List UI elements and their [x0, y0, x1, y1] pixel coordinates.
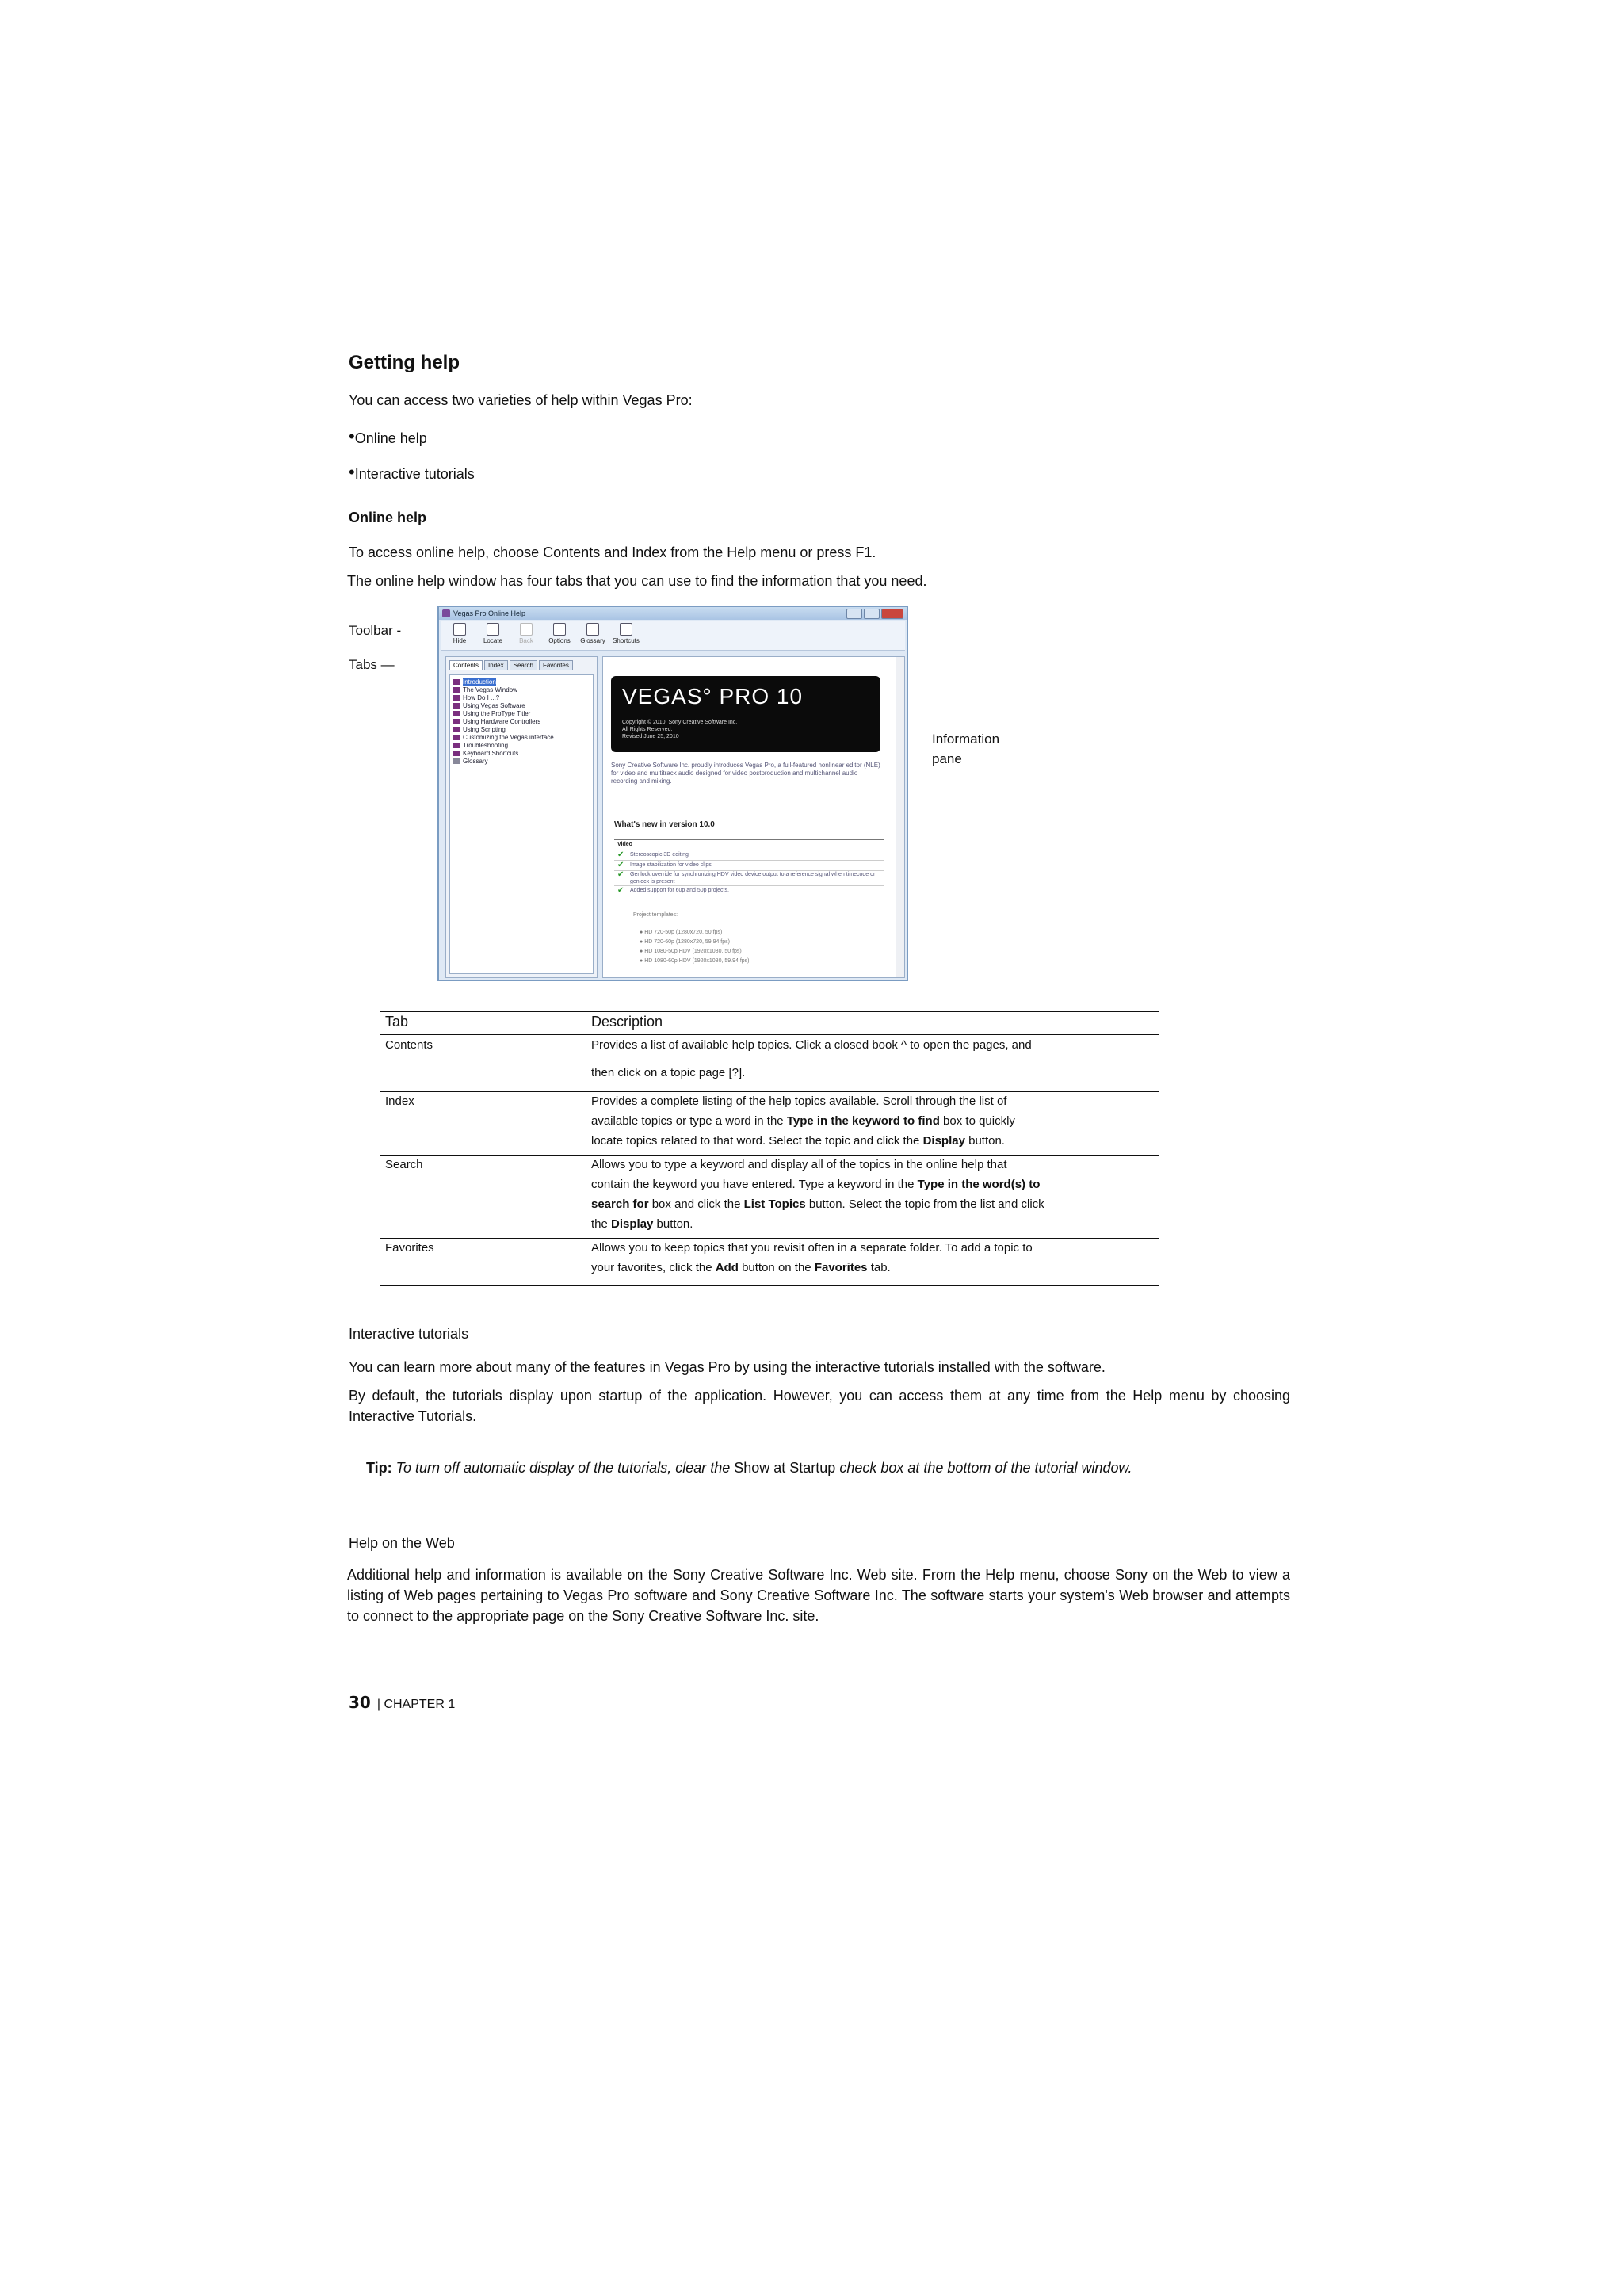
tip-label: Tip: — [366, 1460, 392, 1476]
glossary-icon — [586, 623, 599, 636]
tree-item[interactable]: Keyboard Shortcuts — [453, 750, 590, 758]
intro-paragraph: Sony Creative Software Inc. proudly introduces Vegas Pro, a full-featured nonlinear editor (NLE) for video and multitrack audio designed for video postproduction and multichannel audio recording and mixing. — [611, 762, 880, 785]
options-icon — [553, 623, 566, 636]
banner-copyright: Copyright © 2010, Sony Creative Software Inc. All Rights Reserved. Revised June 25, 2010 — [622, 720, 738, 739]
tree-item[interactable]: Troubleshooting — [453, 742, 590, 750]
book-icon — [453, 743, 460, 748]
window-controls — [846, 609, 903, 619]
product-banner — [611, 676, 880, 752]
check-icon: ✔ — [617, 870, 624, 879]
list-item: ● HD 720-50p (1280x720, 50 fps) — [640, 930, 723, 935]
web-paragraph: Additional help and information is available on the Sony Creative Software Inc. Web site. From the Help menu, choose Sony on the Web to view a listing of Web pages pertaining to Vegas Pro software and Sony Creative Software Inc. The software starts your system's Web browser and attempts to connect to the appropriate page on the Sony Creative Software Inc. site. — [347, 1567, 1290, 1624]
callout-pane: pane — [932, 751, 962, 766]
help-tabs — [449, 660, 573, 670]
online-help-paragraph-2: The online help window has four tabs that you can use to find the information that you need. — [347, 573, 927, 589]
banner-title: VEGAS° PRO 10 — [622, 684, 804, 709]
hide-button[interactable]: Hide — [444, 623, 475, 644]
tab-index[interactable]: Index — [484, 660, 508, 670]
feature-row: ✔ Genlock override for synchronizing HDV video device output to a reference signal when timecode or genlock is present — [614, 871, 884, 886]
check-icon: ✔ — [617, 861, 624, 869]
help-toolbar — [441, 621, 905, 651]
callout-information: Information — [932, 732, 1000, 747]
list-item: ● HD 720-60p (1280x720, 59.94 fps) — [640, 939, 730, 945]
window-titlebar — [439, 607, 907, 620]
feature-row: ✔ Stereoscopic 3D editing — [614, 850, 884, 861]
table-header-tab: Tab — [385, 1014, 409, 1030]
section-heading-online-help: Online help — [349, 510, 427, 525]
tree-item[interactable]: The Vegas Window — [453, 686, 590, 694]
close-icon[interactable] — [881, 609, 903, 619]
globe-icon — [620, 623, 632, 636]
section-heading-interactive-tutorials: Interactive tutorials — [349, 1326, 469, 1342]
tree-item[interactable]: Glossary — [453, 758, 590, 766]
list-item: ● HD 1080-60p HDV (1920x1080, 59.94 fps) — [640, 958, 750, 964]
window-title: Vegas Pro Online Help — [453, 609, 526, 617]
page-number: 30 — [349, 1693, 371, 1712]
book-icon — [453, 687, 460, 693]
table-cell-description: Provides a list of available help topics. Click a closed book ^ to open the pages, and then click on a topic page [?]. — [591, 1038, 1032, 1079]
features-table — [614, 839, 884, 896]
project-templates-label: Project templates: — [633, 912, 678, 918]
table-cell-tab: Index — [385, 1095, 414, 1108]
scrollbar[interactable] — [896, 657, 904, 977]
section-heading-help-on-web: Help on the Web — [349, 1535, 455, 1551]
page-title: Getting help — [349, 352, 460, 373]
page-icon — [453, 758, 460, 764]
tree-item[interactable]: Using the ProType Titler — [453, 710, 590, 718]
tutorials-paragraph-2: By default, the tutorials display upon startup of the application. However, you can access them at any time from the Help menu by choosing Interactive Tutorials. — [349, 1388, 1290, 1424]
maximize-icon[interactable] — [864, 609, 880, 619]
list-item: ● HD 1080-50p HDV (1920x1080, 50 fps) — [640, 949, 742, 954]
tutorials-paragraph-1: You can learn more about many of the features in Vegas Pro by using the interactive tutorials installed with the software. — [349, 1359, 1106, 1375]
intro-text: You can access two varieties of help within Vegas Pro: — [349, 392, 693, 408]
hide-icon — [453, 623, 466, 636]
app-icon — [442, 609, 450, 617]
table-rule — [380, 1285, 1159, 1286]
book-icon — [453, 727, 460, 732]
book-icon — [453, 679, 460, 685]
tab-search[interactable]: Search — [510, 660, 537, 670]
navigation-pane — [445, 656, 598, 978]
back-button[interactable]: Back — [510, 623, 542, 644]
table-cell-description: Allows you to type a keyword and display all of the topics in the online help that contain the keyword you have entered. Type a keyword in the Type in the word(s) to search for box and click the List Topics button. Select the topic from the list and click the Display button. — [591, 1158, 1044, 1231]
book-icon — [453, 751, 460, 756]
table-cell-tab: Contents — [385, 1038, 433, 1052]
online-help-paragraph-1: To access online help, choose Contents and Index from the Help menu or press F1. — [349, 544, 876, 560]
chapter-label: | CHAPTER 1 — [376, 1698, 456, 1711]
glossary-button[interactable]: Glossary — [577, 623, 609, 644]
whats-new-heading: What's new in version 10.0 — [614, 820, 715, 829]
minimize-icon[interactable] — [846, 609, 862, 619]
contents-tree — [449, 674, 594, 974]
templates-list — [640, 928, 750, 966]
book-icon — [453, 695, 460, 701]
options-button[interactable]: Options — [544, 623, 575, 644]
shortcuts-button[interactable]: Shortcuts — [610, 623, 642, 644]
tree-item[interactable]: Using Vegas Software — [453, 702, 590, 710]
bullet-interactive-tutorials: •Interactive tutorials — [349, 462, 475, 482]
table-cell-tab: Favorites — [385, 1241, 434, 1255]
online-help-window-screenshot — [437, 606, 908, 981]
check-icon: ✔ — [617, 886, 624, 895]
book-icon — [453, 711, 460, 716]
tree-item[interactable]: Customizing the Vegas interface — [453, 734, 590, 742]
bullet-online-help: •Online help — [349, 426, 427, 446]
check-icon: ✔ — [617, 850, 624, 859]
book-icon — [453, 719, 460, 724]
page-footer — [349, 1693, 455, 1712]
tree-item[interactable]: Introduction — [453, 678, 590, 686]
table-cell-tab: Search — [385, 1158, 423, 1171]
tree-item[interactable]: Using Scripting — [453, 726, 590, 734]
table-rule — [380, 1011, 1159, 1012]
book-icon — [453, 735, 460, 740]
table-header-description: Description — [591, 1014, 663, 1030]
locate-icon — [487, 623, 499, 636]
feature-row: ✔ Added support for 60p and 50p projects. — [614, 886, 884, 896]
callout-toolbar: Toolbar - — [349, 623, 402, 638]
tab-favorites[interactable]: Favorites — [539, 660, 573, 670]
back-icon — [520, 623, 533, 636]
table-cell-description: Provides a complete listing of the help topics available. Scroll through the list of available topics or type a word in the Type in the keyword to find box to quickly locate topics related to that word. Select the topic and click the Display button. — [591, 1095, 1015, 1148]
features-header: Video — [614, 840, 884, 850]
information-pane — [602, 656, 905, 978]
tip-note: Tip: To turn off automatic display of the tutorials, clear the Show at Startup check box at the bottom of the tutorial window. — [366, 1460, 1132, 1476]
tree-item[interactable]: Using Hardware Controllers — [453, 718, 590, 726]
feature-row: ✔ Image stabilization for video clips — [614, 861, 884, 871]
tab-contents[interactable]: Contents — [449, 660, 483, 670]
table-cell-description: Allows you to keep topics that you revisit often in a separate folder. To add a topic to your favorites, click the Add button on the Favorites tab. — [591, 1241, 1033, 1274]
tree-item[interactable]: How Do I ...? — [453, 694, 590, 702]
callout-tabs: Tabs — — [349, 657, 395, 672]
locate-button[interactable]: Locate — [477, 623, 509, 644]
book-icon — [453, 703, 460, 709]
